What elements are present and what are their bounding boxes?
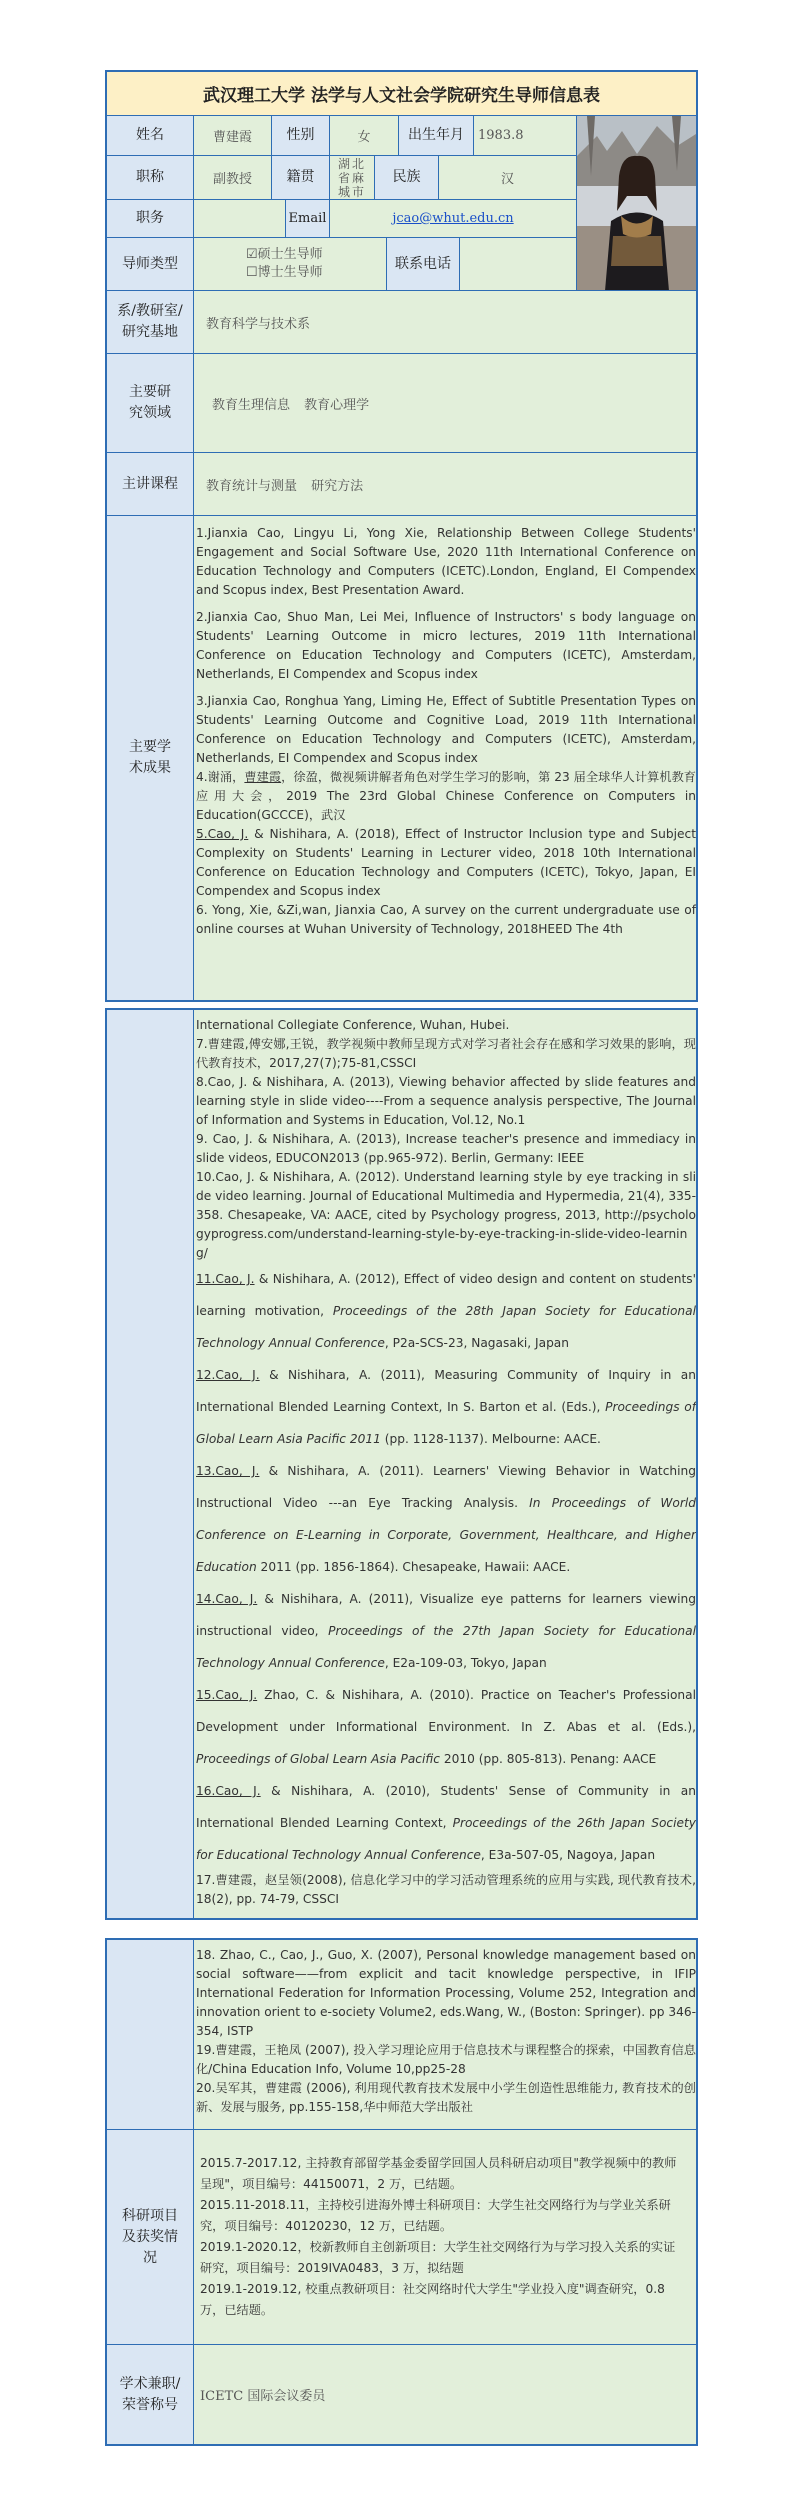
achievements-text bbox=[194, 516, 696, 1000]
achievements-list-end bbox=[194, 1940, 696, 2130]
publication-item: 9. Cao, J. & Nishihara, A. (2013), Increase teacher's presence and immediacy in slide videos, EDUCON2013 (pp.965-972). Berlin, Germany: IEEE bbox=[196, 1132, 696, 1165]
title-value: 副教授 bbox=[194, 156, 272, 200]
table-header bbox=[107, 72, 696, 116]
achievements-label: 主要学术成果 bbox=[107, 516, 194, 1000]
publication-item: 17.曹建霞，赵呈领(2008), 信息化学习中的学习活动管理系统的应用与实践, 现代教育技术, 18(2), pp. 74-79, CSSCI bbox=[196, 1873, 696, 1906]
project-item: 2015.11-2018.11，主持校引进海外博士科研项目：大学生社交网络行为与学业关系研究，项目编号：40120230，12 万，已结题。 bbox=[200, 2198, 671, 2233]
achievements-table-continued bbox=[105, 1008, 698, 1920]
publication-item: 19.曹建霞，王艳凤 (2007), 投入学习理论应用于信息技术与课程整合的探索，中国教育信息化/China Education Info, Volume 10,pp25-28 bbox=[196, 2043, 696, 2076]
projects-list bbox=[194, 2130, 696, 2345]
publication-item: 10.Cao, J. & Nishihara, A. (2012). Understand learning style by eye tracking in slide video learning. Journal of Educational Multimedia and Hypermedia, 21(4), 335-358. Chesapeake, VA: AACE, cited by Psychology progress, 2013, http://psychologyprogress.com/understand-learning-style-by-eye-tracking-in-slide-video-learning/ bbox=[196, 1170, 696, 1260]
publication-item: 13.Cao, J. & Nishihara, A. (2011). Learners' Viewing Behavior in Watching Instructional Video ---an Eye Tracking Analysis. In Proceedings of World Conference on E-Learning in Corporate, Government, Healthcare, and Higher Education 2011 (pp. 1856-1864). Chesapeake, Hawaii: AACE. bbox=[196, 1464, 696, 1574]
achievements-list-continued bbox=[194, 1010, 696, 1918]
publication-item: 18. Zhao, C., Cao, J., Guo, X. (2007), Personal knowledge management based on social software——from explicit and tacit knowledge perspective, in IFIP International Federation for Information Processing, Volume 252, Integration and innovation orient to e-society Volume2, eds.Wang, W., (Boston: Springer). pp 346-354, ISTP bbox=[196, 1948, 696, 2038]
title-label: 职称 bbox=[107, 156, 194, 200]
publication-item: 1.Jianxia Cao, Lingyu Li, Yong Xie, Relationship Between College Students' Engagement and Social Software Use, 2020 11th International Conference on Education Technology and Computers (ICETC).London, England, EI Compendex and Scopus index, Best Presentation Award. bbox=[196, 526, 696, 597]
email-label: Email bbox=[286, 200, 330, 238]
gender-value: 女 bbox=[330, 116, 399, 156]
projects-label: 科研项目及获奖情况 bbox=[107, 2130, 194, 2345]
publication-item: International Collegiate Conference, Wuhan, Hubei. bbox=[196, 1018, 510, 1032]
research-value: 教育生理信息 教育心理学 bbox=[194, 354, 696, 453]
publication-item: 12.Cao, J. & Nishihara, A. (2011), Measuring Community of Inquiry in an International Blended Learning Context, In S. Barton et al. (Eds.), Proceedings of Global Learn Asia Pacific 2011 (pp. 1128-1137). Melbourne: AACE. bbox=[196, 1368, 696, 1446]
publication-item: 6. Yong, Xie, &Zi,wan, Jianxia Cao, A survey on the current undergraduate use of online courses at Wuhan University of Technology, 2018HEED The 4th bbox=[196, 903, 696, 936]
portrait-photo bbox=[577, 116, 696, 291]
publication-item: 20.吴军其，曹建霞 (2006), 利用现代教育技术发展中小学生创造性思维能力, 教育技术的创新、发展与服务, pp.155-158,华中师范大学出版社 bbox=[196, 2081, 696, 2114]
honors-value: ICETC 国际会议委员 bbox=[194, 2345, 696, 2444]
publication-item: 11.Cao, J. & Nishihara, A. (2012), Effect of video design and content on students' learning motivation, Proceedings of the 28th Japan Society for Educational Technology Annual Conference, P2a-SCS-23, Nagasaki, Japan bbox=[196, 1272, 696, 1350]
publication-item: 5.Cao, J. & Nishihara, A. (2018), Effect of Instructor Inclusion type and Subject Complexity on Students' Learning in Lecturer video, 2018 10th International Conference on Education Technology and Computers (ICETC), Tokyo, Japan, EI Compendex and Scopus index bbox=[196, 827, 696, 898]
dept-label: 系/教研室/研究基地 bbox=[107, 291, 194, 354]
phone-label: 联系电话 bbox=[387, 238, 460, 291]
doctor-mentor-checkbox[interactable]: ☐博士生导师 bbox=[246, 265, 323, 280]
achievements-list bbox=[194, 516, 696, 1000]
publication-item: 8.Cao, J. & Nishihara, A. (2013), Viewing behavior affected by slide features and learning style in slide video----From a sequence analysis perspective, The Journal of Information and Systems in Education, Vol.12, No.1 bbox=[196, 1075, 696, 1127]
project-item: 2015.7-2017.12, 主持教育部留学基金委留学回国人员科研启动项目"教学视频中的教师呈现"，项目编号：44150071，2 万，已结题。 bbox=[200, 2156, 677, 2191]
project-item: 2019.1-2019.12, 校重点教研项目：社交网络时代大学生"学业投入度"调查研究，0.8 万，已结题。 bbox=[200, 2282, 665, 2317]
birth-value: 1983.8 bbox=[474, 116, 577, 156]
achievements-label-continued bbox=[107, 1010, 194, 1918]
projects-table bbox=[105, 1938, 698, 2446]
honors-label: 学术兼职/荣誉称号 bbox=[107, 2345, 194, 2444]
publication-item: 15.Cao, J. Zhao, C. & Nishihara, A. (2010). Practice on Teacher's Professional Development under Informational Environment. In Z. Abas et al. (Eds.), Proceedings of Global Learn Asia Pacific 2010 (pp. 805-813). Penang: AACE bbox=[196, 1688, 696, 1766]
mentor-type-value bbox=[194, 238, 387, 291]
publication-item: 3.Jianxia Cao, Ronghua Yang, Liming He, Effect of Subtitle Presentation Types on Students' Learning Outcome and Cognitive Load, 2019 11th International Conference on Education Technology and Computers (ICETC), Amsterdam, Netherlands, EI Compendex and Scopus index bbox=[196, 694, 696, 765]
ethnicity-label: 民族 bbox=[375, 156, 439, 200]
publication-item: 7.曹建霞,傅安娜,王锐，教学视频中教师呈现方式对学习者社会存在感和学习效果的影响，现代教育技术，2017,27(7);75-81,CSSCI bbox=[196, 1037, 696, 1070]
birth-label: 出生年月 bbox=[399, 116, 474, 156]
page-title: 武汉理工大学 法学与人文社会学院研究生导师信息表 bbox=[203, 86, 600, 106]
dept-value: 教育科学与技术系 bbox=[194, 291, 696, 354]
achievements-label-end bbox=[107, 1940, 194, 2130]
achievements-text-continued bbox=[194, 1010, 696, 1918]
mentor-type-label: 导师类型 bbox=[107, 238, 194, 291]
publication-item: 16.Cao, J. & Nishihara, A. (2010), Students' Sense of Community in an International Blended Learning Context, Proceedings of the 26th Japan Society for Educational Technology Annual Conference, E3a-507-05, Nagoya, Japan bbox=[196, 1784, 696, 1862]
portrait-image bbox=[577, 116, 696, 291]
project-item: 2019.1-2020.12，校新教师自主创新项目：大学生社交网络行为与学习投入关系的实证研究，项目编号：2019IVA0483，3 万，拟结题 bbox=[200, 2240, 676, 2275]
info-table bbox=[105, 70, 698, 1002]
position-label: 职务 bbox=[107, 200, 194, 238]
origin-value: 湖北省麻城市 bbox=[330, 156, 375, 200]
achievements-text-end bbox=[194, 1940, 696, 2129]
name-label: 姓名 bbox=[107, 116, 194, 156]
publication-item: 2.Jianxia Cao, Shuo Man, Lei Mei, Influence of Instructors' s body language on Students' Learning Outcome in micro lectures, 2019 11th International Conference on Education Technology and Computers (ICETC), Amsterdam, Netherlands, EI Compendex and Scopus index bbox=[196, 610, 696, 681]
email-value[interactable] bbox=[330, 200, 577, 238]
research-label: 主要研究领域 bbox=[107, 354, 194, 453]
position-value bbox=[194, 200, 286, 238]
origin-label: 籍贯 bbox=[272, 156, 330, 200]
email-link[interactable]: jcao@whut.edu.cn bbox=[392, 211, 514, 226]
name-value: 曹建霞 bbox=[194, 116, 272, 156]
phone-value bbox=[460, 238, 577, 291]
courses-value: 教育统计与测量 研究方法 bbox=[194, 453, 696, 516]
publication-item: 4.谢涌，曹建霞，徐盈，微视频讲解者角色对学生学习的影响，第 23 届全球华人计算机教育应用大会，2019 The 23rd Global Chinese Conference on Computers in Education(GCCCE)，武汉 bbox=[196, 770, 696, 822]
publication-item: 14.Cao, J. & Nishihara, A. (2011), Visualize eye patterns for learners viewing instructional video, Proceedings of the 27th Japan Society for Educational Technology Annual Conference, E2a-109-03, Tokyo, Japan bbox=[196, 1592, 696, 1670]
courses-label: 主讲课程 bbox=[107, 453, 194, 516]
gender-label: 性别 bbox=[272, 116, 330, 156]
ethnicity-value: 汉 bbox=[439, 156, 577, 200]
master-mentor-checkbox[interactable]: ☑硕士生导师 bbox=[246, 247, 323, 262]
